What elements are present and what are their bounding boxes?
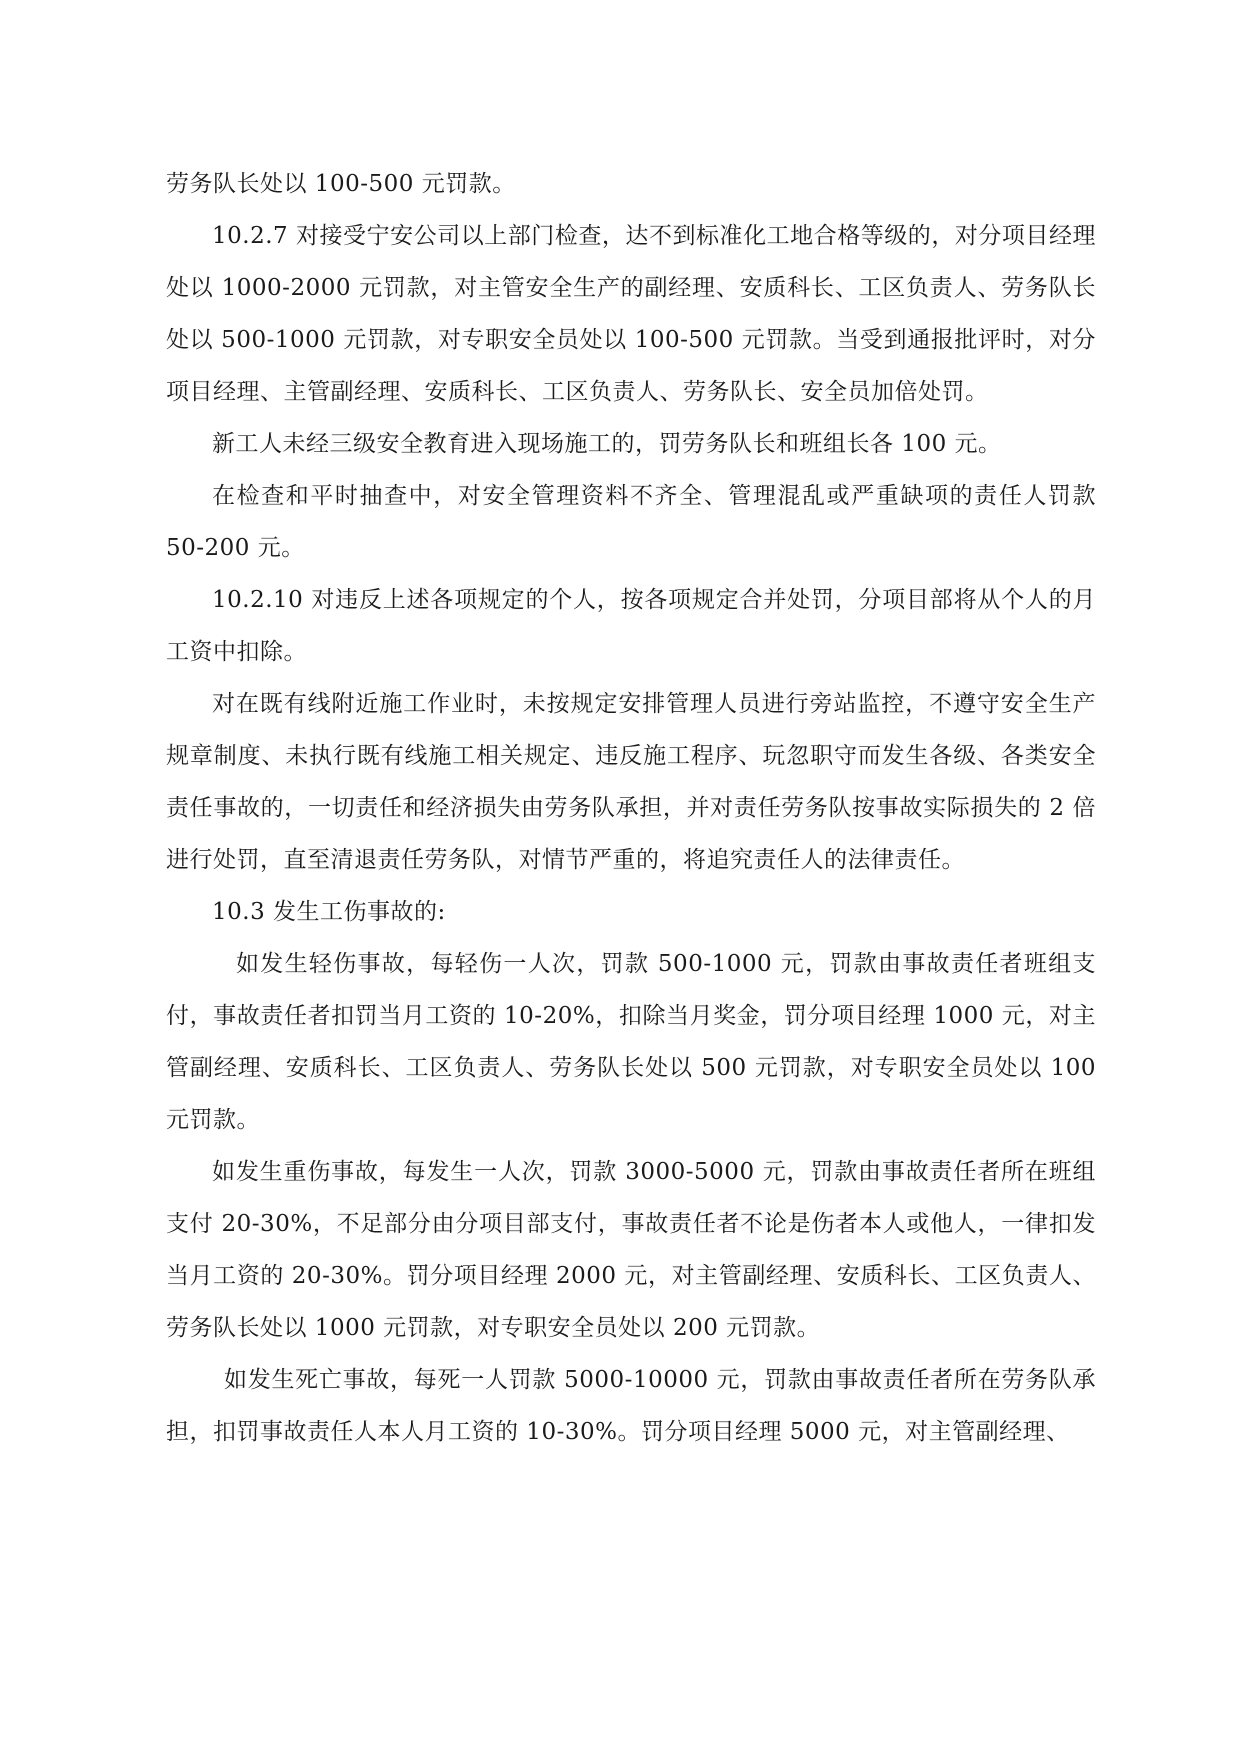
paragraph-8: 如发生轻伤事故，每轻伤一人次，罚款 500-1000 元，罚款由事故责任者班组支付，事故责任者扣罚当月工资的 10-20%，扣除当月奖金，罚分项目经理 1000 元，对主管副经理、安质科长、工区负责人、劳务队长处以 500 元罚款，对专职安全员处以 100 元罚款。 xyxy=(166,951,1096,1133)
paragraph-1: 劳务队长处以 100-500 元罚款。 xyxy=(166,171,516,197)
paragraph-6: 对在既有线附近施工作业时，未按规定安排管理人员进行旁站监控，不遵守安全生产规章制度、未执行既有线施工相关规定、违反施工程序、玩忽职守而发生各级、各类安全责任事故的，一切责任和经济损失由劳务队承担，并对责任劳务队按事故实际损失的 2 倍进行处罚，直至清退责任劳务队，对情节严重的，将追究责任人的法律责任。 xyxy=(166,691,1096,873)
paragraph-7: 10.3 发生工伤事故的: xyxy=(212,899,446,925)
paragraph-4: 在检查和平时抽查中，对安全管理资料不齐全、管理混乱或严重缺项的责任人罚款 50-200 元。 xyxy=(166,483,1096,561)
paragraph-3: 新工人未经三级安全教育进入现场施工的，罚劳务队长和班组长各 100 元。 xyxy=(212,431,1002,457)
paragraph-10: 如发生死亡事故，每死一人罚款 5000-10000 元，罚款由事故责任者所在劳务队承担，扣罚事故责任人本人月工资的 10-30%。罚分项目经理 5000 元，对主管副经理、 xyxy=(166,1367,1096,1445)
paragraph-5: 10.2.10 对违反上述各项规定的个人，按各项规定合并处罚，分项目部将从个人的月工资中扣除。 xyxy=(166,587,1096,665)
paragraph-9: 如发生重伤事故，每发生一人次，罚款 3000-5000 元，罚款由事故责任者所在班组支付 20-30%，不足部分由分项目部支付，事故责任者不论是伤者本人或他人，一律扣发当月工资的 20-30%。罚分项目经理 2000 元，对主管副经理、安质科长、工区负责人、劳务队长处以 1000 元罚款，对专职安全员处以 200 元罚款。 xyxy=(166,1159,1096,1341)
document-body xyxy=(166,158,1096,1458)
paragraph-2: 10.2.7 对接受宁安公司以上部门检查，达不到标准化工地合格等级的，对分项目经理处以 1000-2000 元罚款，对主管安全生产的副经理、安质科长、工区负责人、劳务队长处以 500-1000 元罚款，对专职安全员处以 100-500 元罚款。当受到通报批评时，对分项目经理、主管副经理、安质科长、工区负责人、劳务队长、安全员加倍处罚。 xyxy=(166,223,1096,405)
